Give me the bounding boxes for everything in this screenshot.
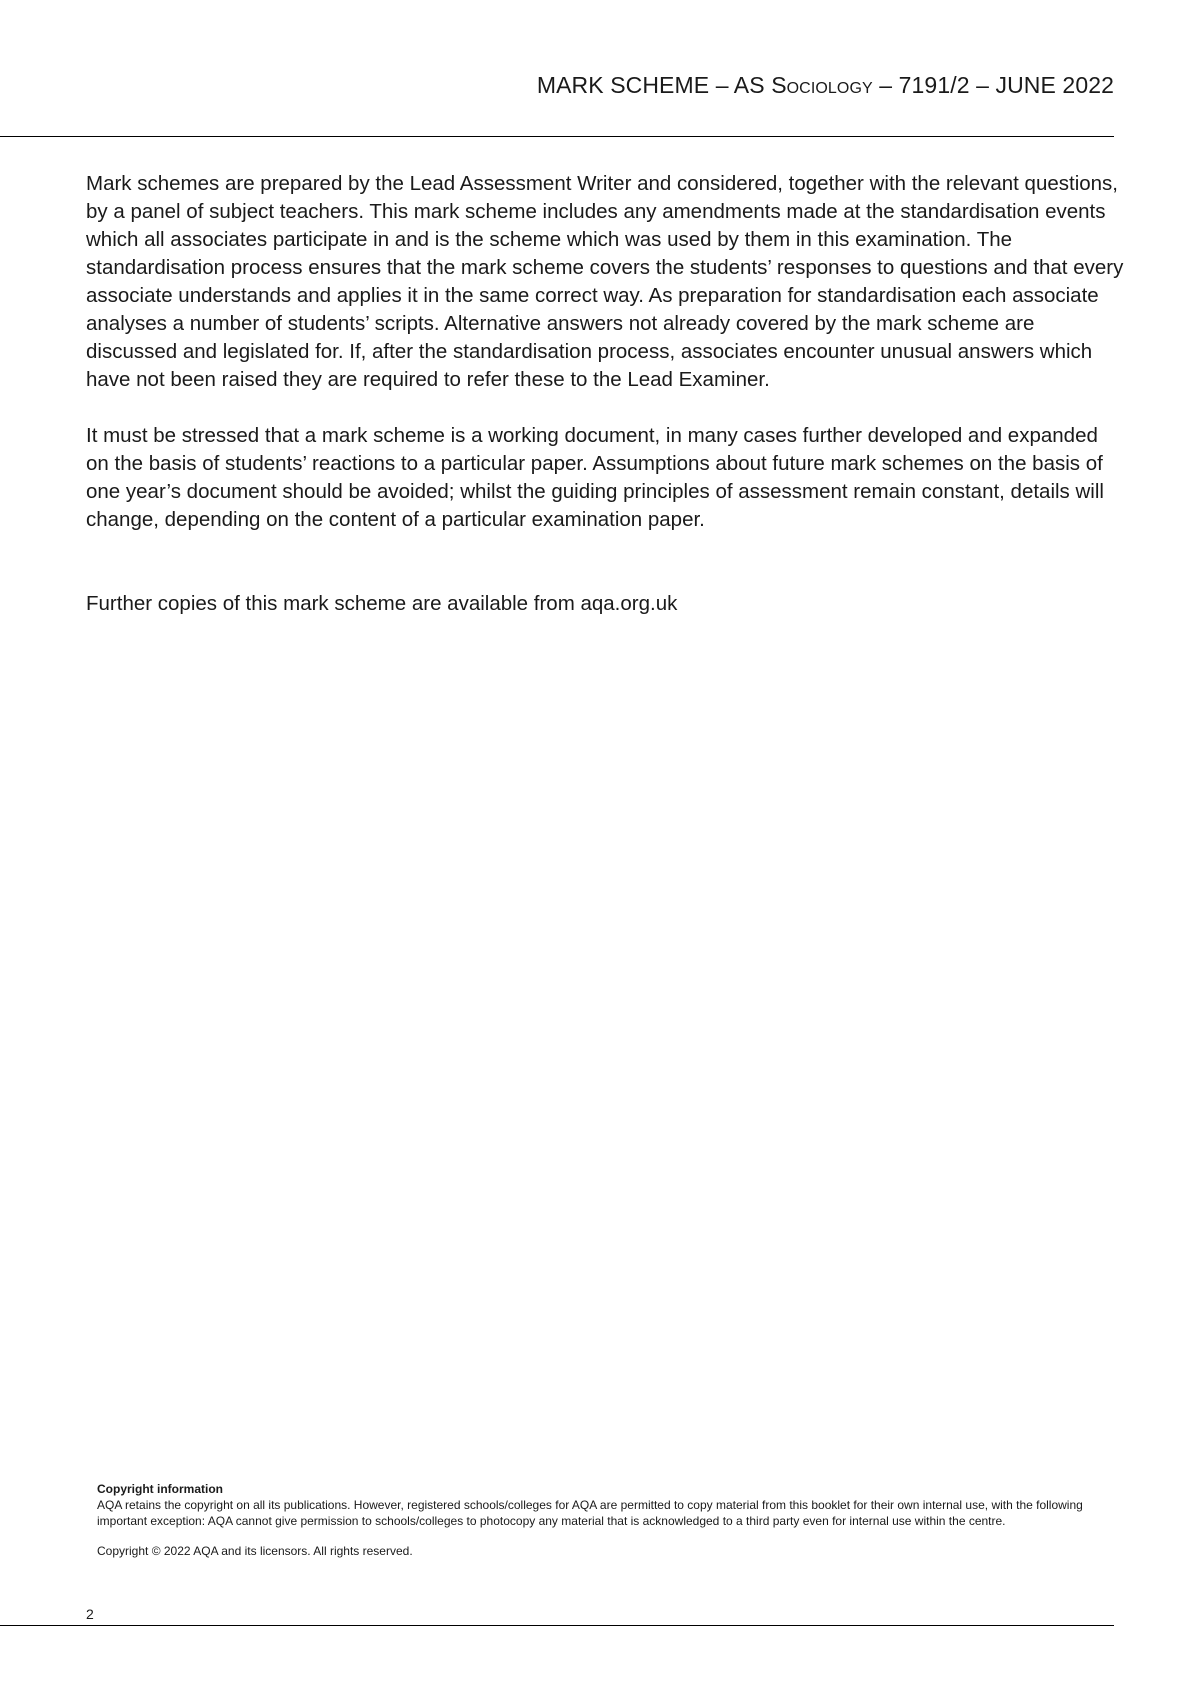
- copyright-title: Copyright information: [97, 1482, 223, 1496]
- paragraph-mark-scheme-preparation: Mark schemes are prepared by the Lead Assessment Writer and considered, together with the relevant questions, by a panel of subject teachers. This mark scheme includes any amendments made at the standardisation events which all associates participate in and is the scheme which was used by them in this examination. The standardisation process ensures that the mark scheme covers the students’ responses to questions and that every associate understands and applies it in the same correct way. As preparation for standardisation each associate analyses a number of students’ scripts. Alternative answers not already covered by the mark scheme are discussed and legislated for. If, after the standardisation process, associates encounter unusual answers which have not been raised they are required to refer these to the Lead Examiner.: [86, 172, 1124, 391]
- header-subject: Sociology: [771, 72, 873, 98]
- body-text: [86, 170, 1126, 618]
- copyright-block: [97, 1481, 1087, 1559]
- header-divider: [0, 136, 1114, 137]
- page-number: 2: [86, 1606, 94, 1622]
- header-prefix: MARK SCHEME – AS: [536, 72, 772, 98]
- footer-divider: [0, 1625, 1114, 1626]
- copyright-notice: AQA retains the copyright on all its publications. However, registered schools/colleges for AQA are permitted to copy material from this booklet for their own internal use, with the following important exception: AQA cannot give permission to schools/colleges to photocopy any material that is acknowledged to a third party even for internal use within the centre.: [97, 1498, 1083, 1528]
- paragraph-working-document: It must be stressed that a mark scheme is a working document, in many cases further developed and expanded on the basis of students’ reactions to a particular paper. Assumptions about future mark schemes on the basis of one year’s document should be avoided; whilst the guiding principles of assessment remain constant, details will change, depending on the content of a particular examination paper.: [86, 424, 1104, 531]
- running-header: [537, 72, 1114, 99]
- header-suffix: – 7191/2 – JUNE 2022: [872, 72, 1114, 98]
- paragraph-further-copies: Further copies of this mark scheme are available from aqa.org.uk: [86, 592, 678, 615]
- copyright-line: Copyright © 2022 AQA and its licensors. All rights reserved.: [97, 1544, 413, 1558]
